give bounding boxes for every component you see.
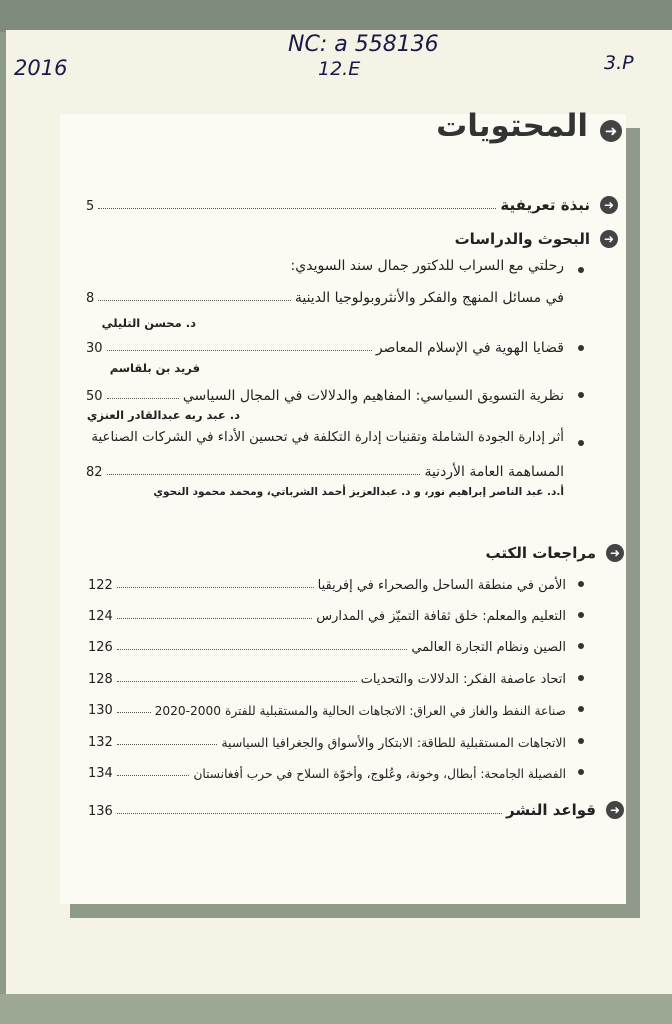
leader-dots [107, 474, 421, 475]
toc-review-6 [88, 728, 566, 750]
review-bullet [578, 643, 584, 649]
leader-dots [117, 712, 151, 713]
review-6-title: الاتجاهات المستقبلية للطاقة: الابتكار والأسواق والجغرافيا السياسية [221, 735, 566, 750]
intro-label: نبذة تعريفية [500, 196, 590, 214]
article-1-author: د. محسن التليلي [101, 316, 196, 330]
toc-article-4 [86, 458, 564, 480]
article-3-title: نظرية التسويق السياسي: المفاهيم والدلالات في المجال السياسي [182, 388, 564, 404]
toc-article-2 [86, 334, 564, 356]
article-bullet [578, 392, 584, 398]
review-3-page: 126 [88, 640, 113, 655]
review-5-page: 130 [88, 703, 113, 718]
leader-dots [117, 775, 190, 776]
article-3-author: د. عبد ربه عبدالقادر العنزي [86, 408, 240, 422]
review-2-page: 124 [88, 609, 113, 624]
leader-dots [117, 649, 407, 650]
review-bullet [578, 612, 584, 618]
review-5-title: صناعة النفط والغاز في العراق: الاتجاهات الحالية والمستقبلية للفترة 2000-2020 [154, 704, 566, 718]
review-4-page: 128 [88, 672, 113, 687]
handwritten-year: 2016 [14, 56, 68, 80]
handwritten-sub-number: 12.E [318, 58, 361, 80]
toc-article-3 [86, 382, 564, 404]
leader-dots [117, 587, 314, 588]
research-label: البحوث والدراسات [454, 230, 590, 248]
review-3-title: الصين ونظام التجارة العالمي [411, 640, 566, 655]
article-bullet [578, 267, 584, 273]
rules-arrow-icon: ➜ [606, 801, 624, 819]
review-bullet [578, 706, 584, 712]
review-bullet [578, 738, 584, 744]
scan-background-top [0, 0, 672, 32]
handwritten-page-marker: 3.P [604, 52, 634, 74]
card-shadow-bottom [70, 904, 640, 918]
article-1-page: 8 [86, 291, 95, 306]
leader-dots [98, 208, 496, 209]
toc-intro [86, 192, 590, 214]
rules-page: 136 [88, 804, 113, 819]
toc-reviews-heading [486, 540, 596, 562]
reviews-arrow-icon: ➜ [606, 544, 624, 562]
review-bullet [578, 769, 584, 775]
article-3-page: 50 [86, 389, 103, 404]
toc-review-2 [88, 602, 566, 624]
review-1-page: 122 [88, 578, 113, 593]
toc-review-7 [88, 759, 566, 781]
scan-background-bottom [0, 994, 672, 1024]
title-arrow-icon: ➜ [600, 120, 622, 142]
research-arrow-icon: ➜ [600, 230, 618, 248]
review-7-title: الفصيلة الجامحة: أبطال، وخونة، وعُلوج، وأخوّة السلاح في حرب أفغانستان [193, 767, 566, 781]
article-2-page: 30 [86, 341, 103, 356]
review-bullet [578, 581, 584, 587]
review-6-page: 132 [88, 735, 113, 750]
article-4-page: 82 [86, 465, 103, 480]
toc-review-5 [88, 696, 566, 718]
rules-label: قواعد النشر [506, 801, 596, 819]
article-1-line2: في مسائل المنهج والفكر والأنثروبولوجيا الدينية [294, 290, 564, 306]
toc-review-1 [88, 571, 566, 593]
review-7-page: 134 [88, 766, 113, 781]
leader-dots [117, 618, 312, 619]
leader-dots [117, 744, 218, 745]
review-4-title: اتحاد عاصفة الفكر: الدلالات والتحديات [360, 672, 566, 687]
toc-review-3 [88, 633, 566, 655]
article-bullet [578, 345, 584, 351]
leader-dots [107, 350, 372, 351]
article-4-line1: أثر إدارة الجودة الشاملة وتقنيات إدارة التكلفة في تحسين الأداء في الشركات الصناعية [91, 430, 564, 445]
toc-rules [88, 797, 596, 819]
intro-page: 5 [86, 199, 95, 214]
leader-dots [98, 300, 291, 301]
intro-arrow-icon: ➜ [600, 196, 618, 214]
review-2-title: التعليم والمعلم: خلق ثقافة التميّز في المدارس [316, 609, 566, 624]
toc-research-heading [455, 226, 590, 248]
review-bullet [578, 675, 584, 681]
toc-article-1 [86, 284, 564, 306]
article-1-line1: رحلتي مع السراب للدكتور جمال سند السويدي: [290, 258, 564, 274]
leader-dots [107, 398, 179, 399]
toc-review-4 [88, 665, 566, 687]
leader-dots [117, 813, 502, 814]
article-bullet [578, 440, 584, 446]
handwritten-call-number: NC: a 558136 [288, 32, 439, 57]
card-shadow-right [626, 128, 640, 918]
article-2-author: فريد بن بلقاسم [109, 361, 200, 375]
article-4-author: أ.د. عبد الناصر إبراهيم نور، و د. عبدالعزيز أحمد الشرباتي، ومحمد محمود النحوي [153, 486, 564, 498]
review-1-title: الأمن في منطقة الساحل والصحراء في إفريقيا [317, 578, 566, 593]
article-2-title: قضايا الهوية في الإسلام المعاصر [375, 340, 564, 356]
article-4-line2: المساهمة العامة الأردنية [424, 464, 564, 480]
page-title: المحتويات [436, 108, 588, 144]
reviews-label: مراجعات الكتب [485, 544, 596, 562]
leader-dots [117, 681, 357, 682]
